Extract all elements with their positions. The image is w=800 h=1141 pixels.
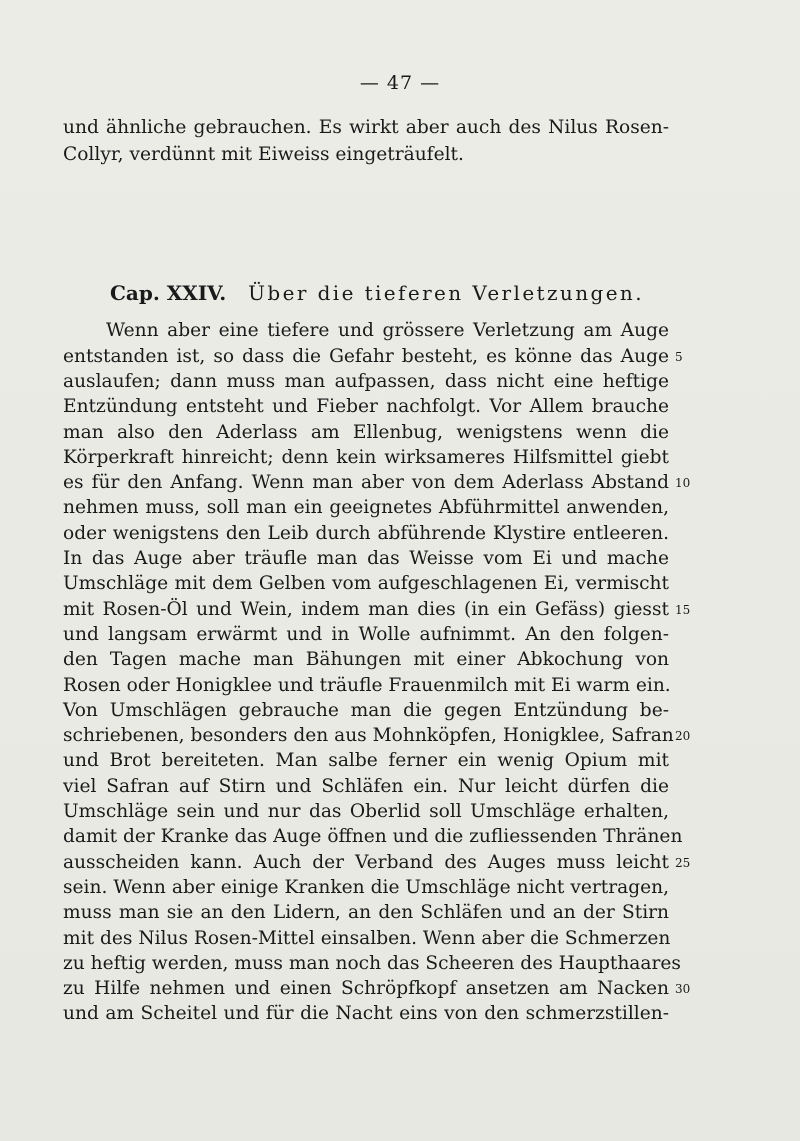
line-number: 20 [675,729,691,743]
line-number: 15 [675,603,691,617]
text-line: und Brot bereiteten. Man salbe ferner ein wenig Opium mit [63,750,669,771]
text-line: und ähnliche gebrauchen. Es wirkt aber auch des Nilus Rosen- [63,117,669,138]
text-line: Umschläge mit dem Gelben vom aufgeschlagenen Ei, vermischt [63,573,669,594]
text-line: entstanden ist, so dass die Gefahr besteht, es könne das Auge [63,346,669,367]
text-line: Collyr, verdünnt mit Eiweiss eingeträufelt. [63,144,464,165]
text-line: Wenn aber eine tiefere und grössere Verletzung am Auge [106,320,669,341]
text-line: Körperkraft hinreicht; denn kein wirksameres Hilfsmittel giebt [63,447,669,468]
chapter-title: Über die tieferen Verletzungen. [248,281,644,305]
text-line: man also den Aderlass am Ellenbug, wenigstens wenn die [63,422,669,443]
text-line: und langsam erwärmt und in Wolle aufnimmt. An den folgen- [63,624,669,645]
text-line: zu heftig werden, muss man noch das Scheeren des Haupthaares [63,953,681,974]
line-number: 5 [675,350,683,364]
text-line: und am Scheitel und für die Nacht eins von den schmerzstillen- [63,1003,669,1024]
text-line: Umschläge sein und nur das Oberlid soll Umschläge erhalten, [63,801,669,822]
chapter-number: Cap. XXIV. [110,281,227,305]
text-line: Von Umschlägen gebrauche man die gegen Entzündung be- [63,700,669,721]
text-line: zu Hilfe nehmen und einen Schröpfkopf ansetzen am Nacken [63,978,669,999]
text-line: den Tagen mache man Bähungen mit einer Abkochung von [63,649,669,670]
line-number: 30 [675,982,691,996]
text-line: Rosen oder Honigklee und träufle Frauenmilch mit Ei warm ein. [63,675,671,696]
line-number: 25 [675,856,691,870]
text-line: schriebenen, besonders den aus Mohnköpfen, Honigklee, Safran [63,725,674,746]
text-line: damit der Kranke das Auge öffnen und die zufliessenden Thränen [63,826,683,847]
text-line: Entzündung entsteht und Fieber nachfolgt. Vor Allem brauche [63,396,669,417]
text-line: nehmen muss, soll man ein geeignetes Abführmittel anwenden, [63,497,669,518]
line-number: 10 [675,476,691,490]
text-line: es für den Anfang. Wenn man aber von dem Aderlass Abstand [63,472,669,493]
text-line: oder wenigstens den Leib durch abführende Klystire entleeren. [63,523,669,544]
text-line: auslaufen; dann muss man aufpassen, dass nicht eine heftige [63,371,669,392]
page-number: — 47 — [359,72,441,94]
chapter-heading [110,279,644,307]
text-line: sein. Wenn aber einige Kranken die Umschläge nicht vertragen, [63,877,669,898]
text-line: muss man sie an den Lidern, an den Schläfen und an der Stirn [63,902,669,923]
text-line: mit des Nilus Rosen-Mittel einsalben. Wenn aber die Schmerzen [63,928,671,949]
text-line: mit Rosen-Öl und Wein, indem man dies (in ein Gefäss) giesst [63,599,669,620]
text-line: viel Safran auf Stirn und Schläfen ein. Nur leicht dürfen die [63,776,669,797]
text-line: ausscheiden kann. Auch der Verband des Auges muss leicht [63,852,669,873]
text-line: In das Auge aber träufle man das Weisse vom Ei und mache [63,548,669,569]
